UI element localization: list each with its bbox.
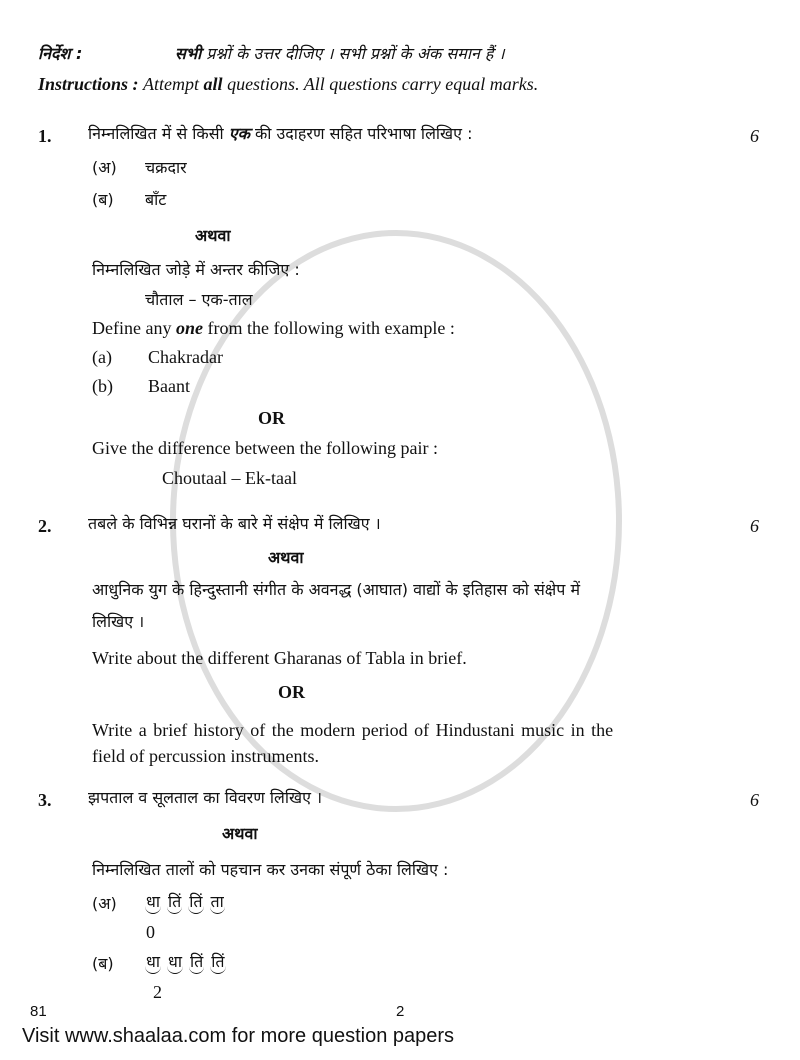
- english-instruction: [38, 74, 538, 94]
- q1-alt-hindi: निम्नलिखित जोड़े में अन्तर कीजिए :: [92, 260, 300, 279]
- q1-hindi: [88, 124, 472, 144]
- q3-b-label: (ब): [92, 954, 114, 973]
- q3-alt-hindi: निम्नलिखित तालों को पहचान कर उनका संपूर्ण ठेका लिखिए :: [92, 860, 449, 879]
- q2-alt-english-1: Write a brief history of the modern period of Hindustani music in the: [92, 720, 614, 740]
- footer-visit-link[interactable]: Visit www.shaalaa.com for more question papers: [22, 1025, 455, 1047]
- hindi-bold: सभी: [175, 44, 202, 63]
- q1-hi-pre: निम्नलिखित में से किसी: [88, 124, 229, 143]
- q1-en-post: from the following with example :: [202, 318, 455, 338]
- hindi-instruction: [175, 44, 505, 64]
- q2-marks: 6: [750, 516, 759, 536]
- q1-b-label: (ब): [92, 190, 114, 209]
- q3-or-hindi: अथवा: [222, 824, 258, 843]
- q3-b-beats: [145, 952, 232, 974]
- q2-number: 2.: [38, 516, 52, 536]
- q1-eb-label: (b): [92, 376, 113, 396]
- q2-english: Write about the different Gharanas of Tabla in brief.: [92, 648, 467, 668]
- instructions-post: questions. All questions carry equal marks.: [222, 74, 539, 94]
- q1-a-label: (अ): [92, 158, 117, 177]
- q2-or-english: OR: [278, 682, 305, 702]
- q3-a-mark: 0: [146, 922, 155, 942]
- q1-en-bold: one: [175, 318, 203, 338]
- beat: धा: [145, 952, 161, 974]
- q3-hindi: झपताल व सूलताल का विवरण लिखिए ।: [88, 788, 323, 807]
- q2-alt-hindi-1: आधुनिक युग के हिन्दुस्तानी संगीत के अवनद्ध (आघात) वाद्यों के इतिहास को संक्षेप में: [92, 580, 581, 599]
- q1-ea-label: (a): [92, 347, 112, 367]
- q2-alt-english-2: field of percussion instruments.: [92, 746, 319, 766]
- beat: तिं: [189, 952, 204, 974]
- hindi-instruction-text: प्रश्नों के उत्तर दीजिए । सभी प्रश्नों के अंक समान हैं ।: [201, 44, 505, 63]
- q1-marks: 6: [750, 126, 759, 146]
- q1-hi-bold: एक: [228, 124, 250, 143]
- beat: धा: [145, 892, 161, 914]
- q2-hindi: तबले के विभिन्न घरानों के बारे में संक्षेप में लिखिए ।: [88, 514, 381, 533]
- q3-a-beats: [145, 892, 231, 914]
- q3-number: 3.: [38, 790, 52, 810]
- instructions-label: Instructions :: [38, 74, 139, 94]
- q1-pair-hindi: चौताल – एक-ताल: [145, 290, 253, 309]
- beat: तिं: [188, 892, 203, 914]
- q1-pair-english: Choutaal – Ek-taal: [162, 468, 297, 488]
- q1-number: 1.: [38, 126, 52, 146]
- beat: धा: [167, 952, 183, 974]
- q1-or-english: OR: [258, 408, 285, 428]
- q2-or-hindi: अथवा: [268, 548, 304, 567]
- q1-a-text: चक्रदार: [145, 158, 187, 177]
- q1-b-text: बाँट: [145, 190, 167, 209]
- instructions-bold: all: [203, 74, 223, 94]
- q1-alt-english: Give the difference between the following pair :: [92, 438, 439, 458]
- q1-en-pre: Define any: [92, 318, 176, 338]
- beat: ता: [210, 892, 225, 914]
- instructions-pre: Attempt: [143, 74, 204, 94]
- beat: तिं: [167, 892, 182, 914]
- q2-alt-hindi-2: लिखिए ।: [92, 612, 145, 631]
- paper-code: 81: [30, 1003, 47, 1020]
- q3-b-mark: 2: [153, 982, 162, 1002]
- q1-english: [92, 318, 455, 338]
- beat: तिं: [210, 952, 225, 974]
- q3-a-label: (अ): [92, 894, 117, 913]
- q1-hi-post: की उदाहरण सहित परिभाषा लिखिए :: [249, 124, 473, 143]
- q1-ea-text: Chakradar: [148, 347, 223, 367]
- q1-or-hindi: अथवा: [195, 226, 231, 245]
- q1-eb-text: Baant: [148, 376, 190, 396]
- q3-marks: 6: [750, 790, 759, 810]
- hindi-instruction-label: निर्देश :: [38, 44, 83, 63]
- page-number: 2: [396, 1003, 405, 1020]
